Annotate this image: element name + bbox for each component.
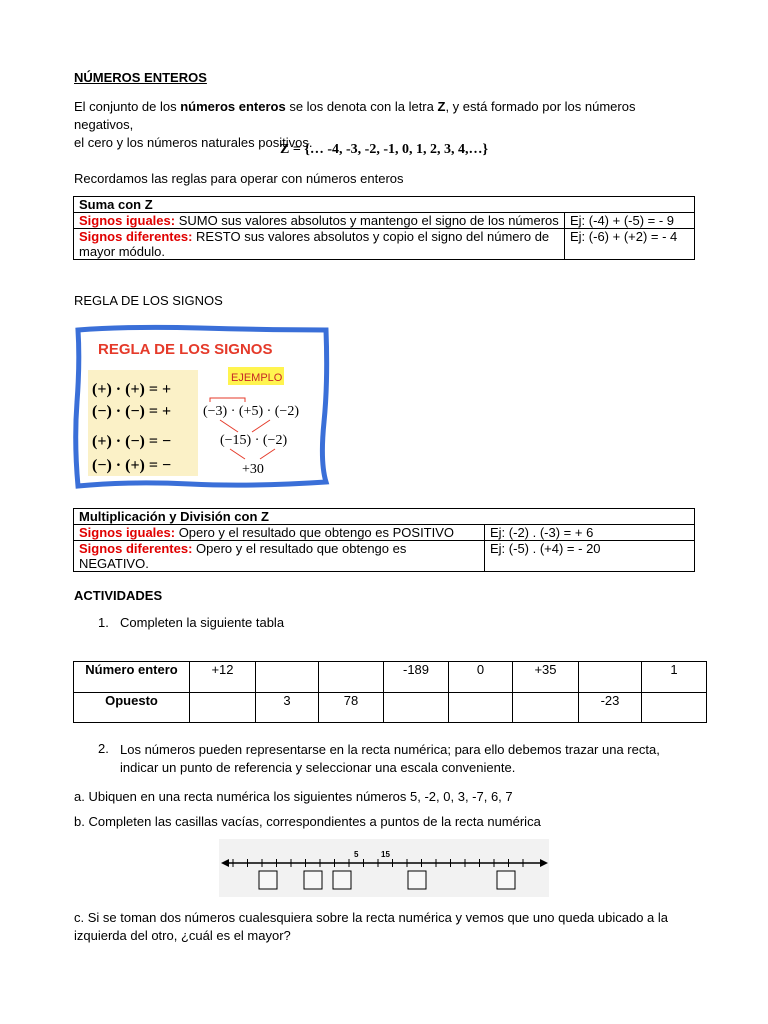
suma-row-diferentes — [74, 229, 565, 260]
rule-2: (−) · (−) = + — [92, 403, 172, 420]
tick-label-5: 5 — [354, 850, 359, 859]
row2-cell[interactable]: 3 — [256, 693, 319, 723]
suma-row-iguales — [74, 213, 565, 229]
row2-label: Opuesto — [74, 693, 190, 723]
row1-cell[interactable]: 1 — [642, 662, 707, 693]
mult-row-diferentes — [74, 541, 485, 572]
act1-number: 1. — [98, 615, 109, 630]
row1-label: Número entero — [74, 662, 190, 693]
row1-cell[interactable] — [256, 662, 319, 693]
tick-label-15: 15 — [381, 850, 390, 859]
item-c-line2: izquierda del otro, ¿cuál es el mayor? — [74, 928, 291, 943]
empty-box[interactable] — [408, 871, 426, 889]
empty-box[interactable] — [333, 871, 351, 889]
suma-label-iguales: Signos iguales: — [79, 213, 176, 228]
mult-row-iguales — [74, 525, 485, 541]
row1-cell[interactable] — [579, 662, 642, 693]
regla-image-title: REGLA DE LOS SIGNOS — [98, 341, 273, 358]
page-title: NÚMEROS ENTEROS — [74, 70, 207, 85]
mult-table — [73, 508, 695, 572]
act2-line2: indicar un punto de referencia y seleccionar una escala conveniente. — [120, 760, 516, 775]
suma-example-iguales: Ej: (-4) + (-5) = - 9 — [565, 213, 695, 229]
ejemplo-label: EJEMPLO — [231, 372, 283, 384]
empty-box[interactable] — [497, 871, 515, 889]
actividades-heading: ACTIVIDADES — [74, 588, 163, 603]
regla-heading: REGLA DE LOS SIGNOS — [74, 293, 223, 308]
empty-box[interactable] — [304, 871, 322, 889]
mult-example-iguales: Ej: (-2) . (-3) = + 6 — [485, 525, 695, 541]
item-c-line1: c. Si se toman dos números cualesquiera sobre la recta numérica y vemos que uno queda ubicado a la — [74, 910, 669, 925]
mult-example-diferentes: Ej: (-5) . (+4) = - 20 — [485, 541, 695, 572]
row2-cell[interactable] — [513, 693, 579, 723]
intro-line2: el cero y los números naturales positivos. — [74, 135, 313, 150]
intro-post: , y está formado por los números negativos, — [74, 99, 636, 132]
item-a: a. Ubiquen en una recta numérica los siguientes números 5, -2, 0, 3, -7, 6, 7 — [74, 789, 513, 804]
intro-mid: se los denota con la letra — [285, 99, 438, 114]
suma-table — [73, 196, 695, 260]
mult-label-diferentes: Signos diferentes: — [79, 541, 193, 556]
row1-cell[interactable]: +35 — [513, 662, 579, 693]
row2-cell[interactable]: -23 — [579, 693, 642, 723]
mult-text-diferentes: Opero y el resultado que obtengo es NEGATIVO. — [79, 541, 407, 571]
row2-cell[interactable] — [642, 693, 707, 723]
regla-signos-image — [70, 322, 332, 494]
rule-4: (−) · (+) = − — [92, 457, 172, 474]
row2-cell[interactable]: 78 — [319, 693, 384, 723]
mult-text-iguales: Opero y el resultado que obtengo es POSITIVO — [175, 525, 455, 540]
rule-3: (+) · (−) = − — [92, 433, 172, 450]
opuesto-table — [73, 661, 707, 723]
row1-cell[interactable] — [319, 662, 384, 693]
example-line-1: (−3) · (+5) · (−2) — [203, 404, 299, 419]
suma-label-diferentes: Signos diferentes: — [79, 229, 193, 244]
suma-header: Suma con Z — [74, 197, 695, 213]
mult-header: Multiplicación y División con Z — [74, 509, 695, 525]
left-arrow-icon — [221, 859, 229, 867]
intro-bold-z: Z — [437, 99, 446, 114]
mult-label-iguales: Signos iguales: — [79, 525, 176, 540]
row2-cell[interactable] — [384, 693, 449, 723]
item-c — [74, 909, 694, 945]
suma-text-diferentes: RESTO sus valores absolutos y copio el signo del número de mayor módulo. — [79, 229, 550, 259]
number-line-svg — [219, 839, 549, 897]
example-line-3: +30 — [242, 462, 264, 477]
suma-text-iguales: SUMO sus valores absolutos y mantengo el signo de los números — [175, 213, 559, 228]
suma-example-diferentes: Ej: (-6) + (+2) = - 4 — [565, 229, 695, 260]
intro-pre: El conjunto de los — [74, 99, 181, 114]
act1-text: Completen la siguiente tabla — [120, 615, 285, 630]
row1-cell[interactable]: 0 — [449, 662, 513, 693]
act2-line1: Los números pueden representarse en la recta numérica; para ello debemos trazar una recta, — [120, 742, 660, 757]
row2-cell[interactable] — [449, 693, 513, 723]
rule-1: (+) · (+) = + — [92, 381, 172, 398]
set-formula: Z = {… -4, -3, -2, -1, 0, 1, 2, 3, 4,…} — [280, 142, 488, 157]
act2-number: 2. — [98, 741, 109, 756]
right-arrow-icon — [540, 859, 548, 867]
row2-cell[interactable] — [190, 693, 256, 723]
recordamos-text: Recordamos las reglas para operar con números enteros — [74, 171, 404, 186]
item-b: b. Completen las casillas vacías, correspondientes a puntos de la recta numérica — [74, 814, 541, 829]
row1-cell[interactable]: +12 — [190, 662, 256, 693]
empty-box[interactable] — [259, 871, 277, 889]
row1-cell[interactable]: -189 — [384, 662, 449, 693]
intro-bold-enteros: números enteros — [180, 99, 286, 114]
example-line-2: (−15) · (−2) — [220, 433, 288, 448]
act2-text — [120, 741, 694, 777]
